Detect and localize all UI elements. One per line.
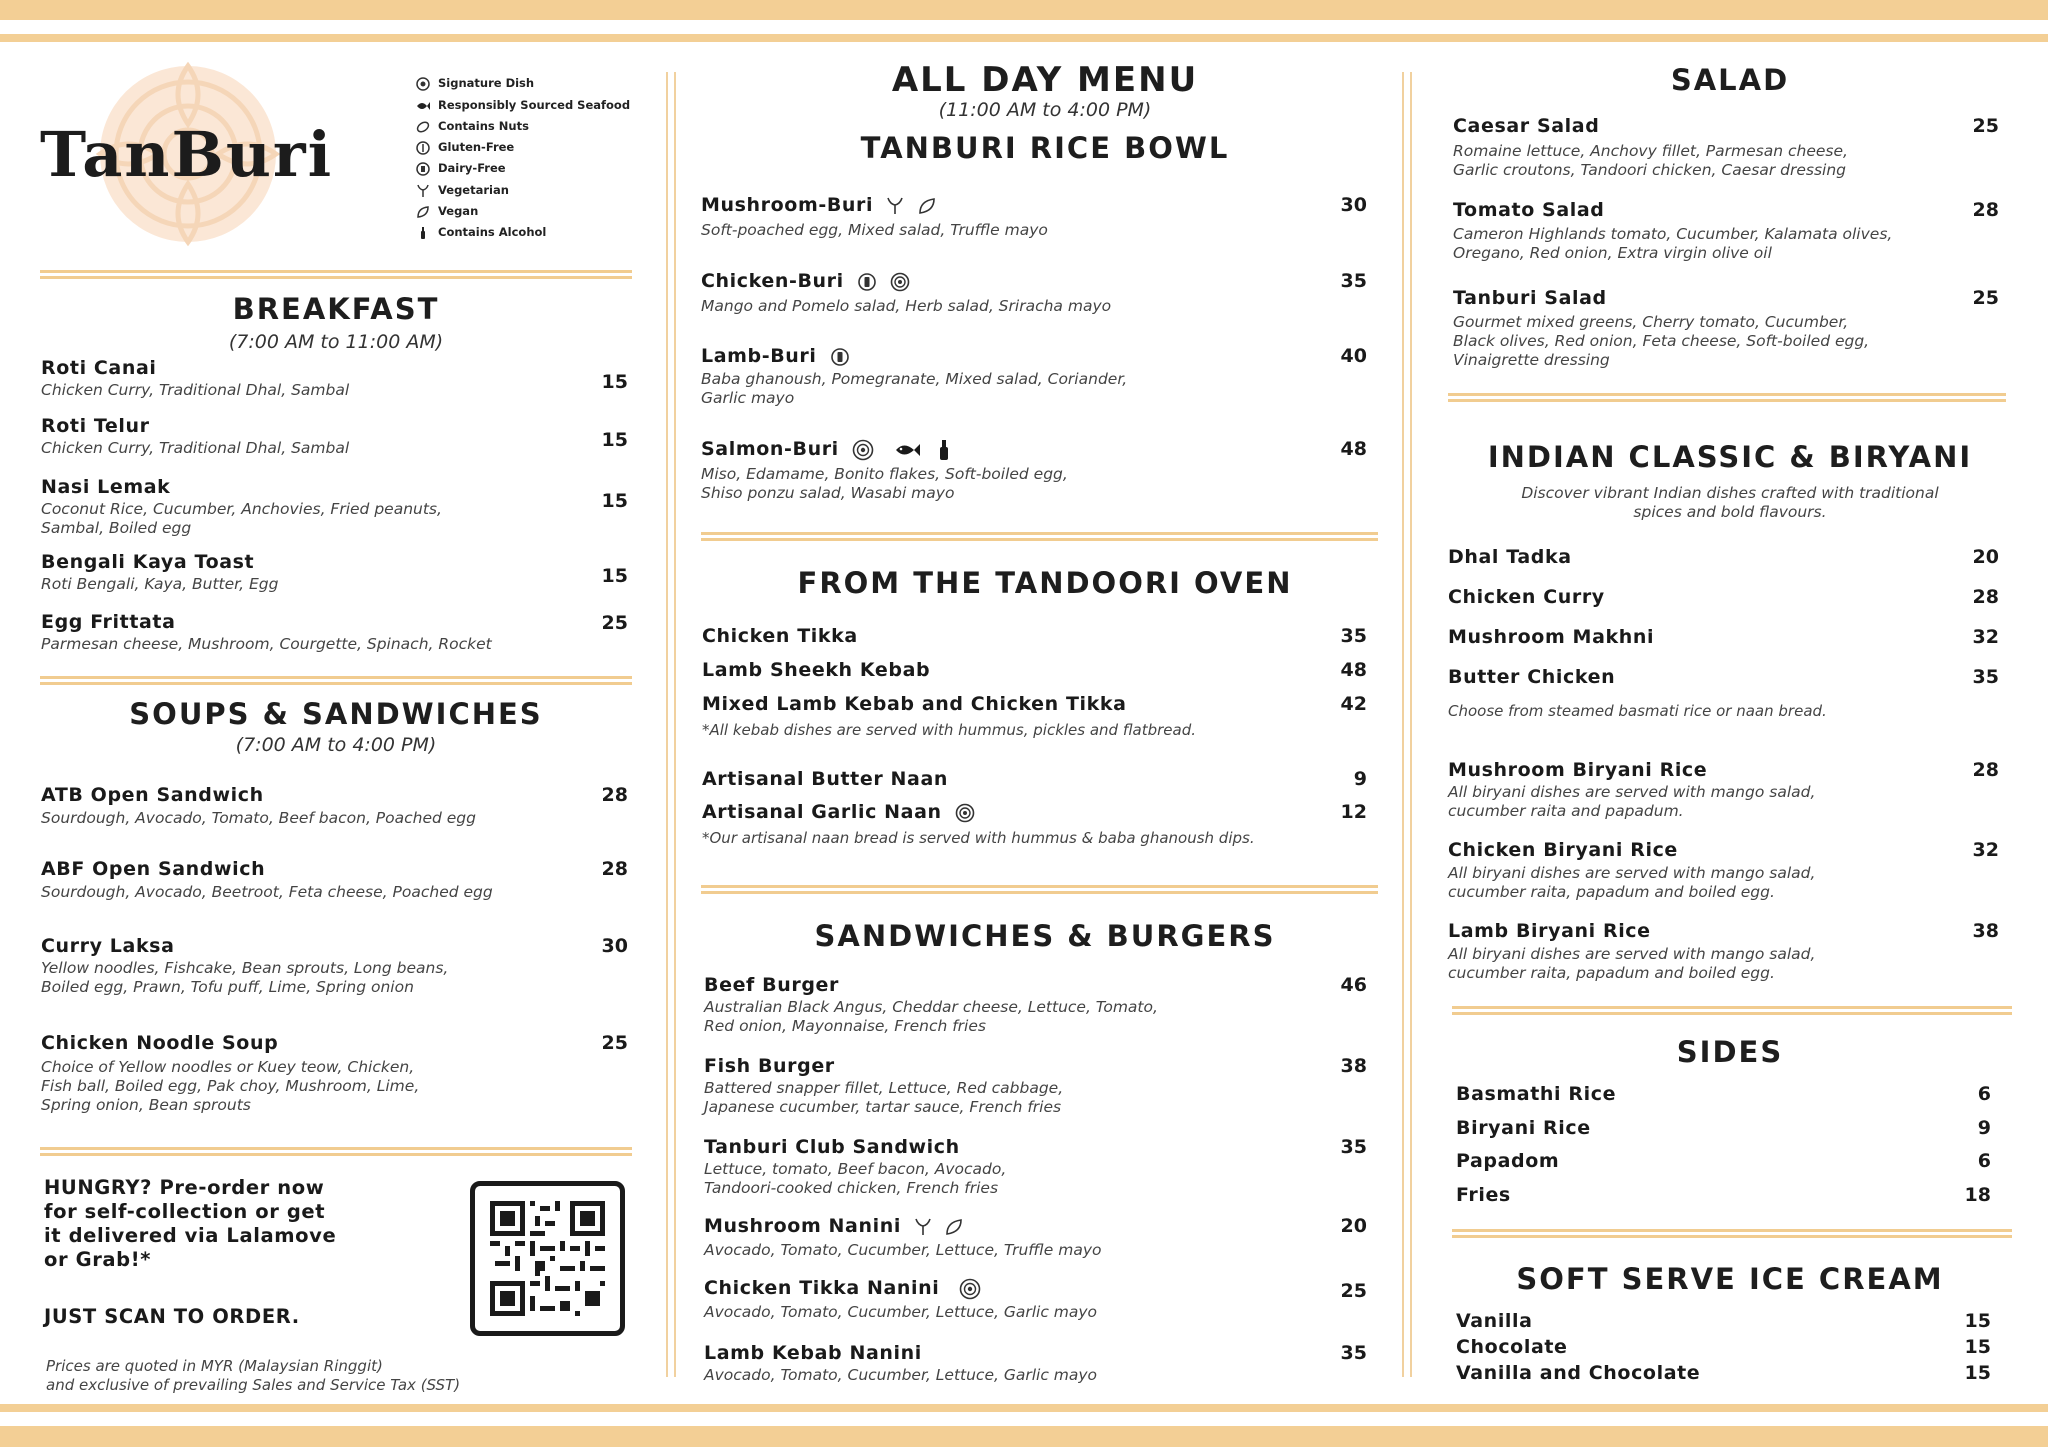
menu-item-price: 25 [601, 612, 628, 634]
vegetarian-icon [416, 184, 430, 198]
menu-item-name: Chicken Biryani Rice [1448, 839, 1678, 861]
menu-item-desc: Roti Bengali, Kaya, Butter, Egg [41, 575, 279, 593]
menu-item-price: 15 [601, 429, 628, 451]
menu-item-price: 30 [1340, 194, 1367, 216]
menu-item-name: Roti Telur [41, 415, 150, 437]
menu-item-desc: cucumber raita and papadum. [1448, 802, 1684, 820]
brand-name: TanBuri [40, 118, 334, 191]
fish-icon [895, 441, 921, 459]
menu-item-label: Salmon-Buri [701, 438, 839, 460]
section-title: SIDES [1676, 1035, 1784, 1069]
menu-item-desc: Soft-poached egg, Mixed salad, Truffle mayo [701, 221, 1048, 239]
menu-item-name: Lamb Kebab Nanini [704, 1342, 922, 1364]
menu-item-desc: All biryani dishes are served with mango salad, [1448, 864, 1816, 882]
menu-item-price: 25 [1972, 287, 1999, 309]
legend-row [416, 98, 630, 113]
column-divider [1402, 72, 1404, 1377]
vegan-icon [945, 1218, 963, 1236]
menu-item-price: 6 [1977, 1150, 1991, 1172]
section-title: TANBURI RICE BOWL [860, 131, 1230, 165]
menu-item-desc: Lettuce, tomato, Beef bacon, Avocado, [704, 1160, 1007, 1178]
menu-item-desc: cucumber raita, papadum and boiled egg. [1448, 964, 1775, 982]
menu-item-desc: Boiled egg, Prawn, Tofu puff, Lime, Spring onion [41, 978, 414, 996]
section-title: SOUPS & SANDWICHES [129, 697, 543, 731]
promo-cta: JUST SCAN TO ORDER. [44, 1305, 300, 1328]
gluten-free-icon [416, 141, 430, 155]
column-divider [666, 72, 668, 1377]
menu-item-desc: Avocado, Tomato, Cucumber, Lettuce, Garlic mayo [704, 1303, 1098, 1321]
legend-row [416, 204, 478, 219]
menu-item-desc: Baba ghanoush, Pomegranate, Mixed salad, Coriander, [701, 370, 1128, 388]
menu-item-name: Biryani Rice [1456, 1117, 1591, 1139]
signature-dish-icon [959, 1278, 981, 1300]
menu-item-price: 15 [1964, 1310, 1991, 1332]
menu-item-name: Basmathi Rice [1456, 1083, 1617, 1105]
menu-item-price: 38 [1972, 920, 1999, 942]
menu-item-desc: Coconut Rice, Cucumber, Anchovies, Fried peanuts, [41, 500, 442, 518]
signature-dish-icon [955, 803, 975, 823]
menu-item-desc: Avocado, Tomato, Cucumber, Lettuce, Truffle mayo [704, 1241, 1102, 1259]
bottom-border-stripe [0, 1426, 2048, 1447]
menu-item-desc: Spring onion, Bean sprouts [41, 1096, 251, 1114]
menu-item-name [702, 801, 975, 823]
menu-item-price: 28 [601, 858, 628, 880]
legend-row [416, 225, 546, 240]
menu-item-name: ABF Open Sandwich [41, 858, 266, 880]
rice-note: Choose from steamed basmati rice or naan bread. [1448, 702, 1827, 720]
menu-item-label: Lamb-Buri [701, 345, 817, 367]
menu-item-price: 18 [1964, 1184, 1991, 1206]
legend-label: Vegan [438, 204, 479, 218]
menu-item-name: Bengali Kaya Toast [41, 551, 255, 573]
menu-hours: (11:00 AM to 4:00 PM) [938, 99, 1152, 121]
menu-item-desc: Parmesan cheese, Mushroom, Courgette, Spinach, Rocket [41, 635, 492, 653]
signature-dish-icon [852, 439, 874, 461]
menu-item-name: Mixed Lamb Kebab and Chicken Tikka [702, 693, 1127, 715]
section-divider [40, 1147, 632, 1156]
menu-item-name: Tanburi Salad [1453, 287, 1607, 309]
legend-row [416, 119, 529, 134]
menu-item-name: Butter Chicken [1448, 666, 1616, 688]
menu-item-name: Caesar Salad [1453, 115, 1600, 137]
section-title: SANDWICHES & BURGERS [814, 919, 1276, 953]
promo-line: HUNGRY? Pre-order now [44, 1176, 325, 1199]
menu-item-desc: Black olives, Red onion, Feta cheese, Soft-boiled egg, [1453, 332, 1870, 350]
menu-item-name: Chicken Noodle Soup [41, 1032, 279, 1054]
menu-item-label: Mushroom-Buri [701, 194, 874, 216]
menu-item-price: 15 [1964, 1362, 1991, 1384]
nut-icon [416, 120, 430, 134]
menu-item-price: 9 [1977, 1117, 1991, 1139]
menu-item-price: 38 [1340, 1055, 1367, 1077]
menu-item-desc: Romaine lettuce, Anchovy fillet, Parmesan cheese, [1453, 142, 1848, 160]
menu-item-desc: Garlic croutons, Tandoori chicken, Caesar dressing [1453, 161, 1846, 179]
menu-item-name: Mushroom Biryani Rice [1448, 759, 1708, 781]
menu-item-name: Roti Canai [41, 357, 157, 379]
promo-line: it delivered via Lalamove [44, 1224, 337, 1247]
menu-item-price: 48 [1340, 659, 1367, 681]
top-border-stripe [0, 0, 2048, 20]
section-divider [40, 270, 632, 279]
menu-item-price: 46 [1340, 974, 1367, 996]
vegetarian-icon [886, 197, 904, 215]
menu-item-name: Vanilla [1456, 1310, 1533, 1332]
legend-label: Dairy-Free [438, 161, 506, 175]
qr-code[interactable] [470, 1181, 625, 1336]
signature-dish-icon [416, 77, 430, 91]
menu-item-desc: Yellow noodles, Fishcake, Bean sprouts, Long beans, [41, 959, 449, 977]
menu-item-price: 32 [1972, 839, 1999, 861]
menu-item-desc: Chicken Curry, Traditional Dhal, Sambal [41, 439, 350, 457]
section-intro: spices and bold flavours. [1633, 503, 1827, 521]
menu-item-price: 15 [601, 490, 628, 512]
menu-item-desc: Oregano, Red onion, Extra virgin olive oil [1453, 244, 1772, 262]
menu-item-name: Nasi Lemak [41, 476, 171, 498]
menu-item-name: Papadom [1456, 1150, 1560, 1172]
menu-item-price: 35 [1340, 1136, 1367, 1158]
menu-item-name: Egg Frittata [41, 611, 176, 633]
menu-item-name: Artisanal Butter Naan [702, 768, 948, 790]
menu-item-desc: cucumber raita, papadum and boiled egg. [1448, 883, 1775, 901]
section-divider [1452, 1229, 2012, 1238]
menu-item-price: 25 [601, 1032, 628, 1054]
legend-label: Contains Nuts [438, 119, 529, 133]
menu-item-desc: Vinaigrette dressing [1453, 351, 1610, 369]
menu-item-desc: Sourdough, Avocado, Tomato, Beef bacon, Poached egg [41, 809, 476, 827]
menu-item-desc: Sourdough, Avocado, Beetroot, Feta cheese, Poached egg [41, 883, 493, 901]
menu-item-desc: All biryani dishes are served with mango salad, [1448, 945, 1816, 963]
legend-row [416, 183, 509, 198]
menu-item-price: 28 [601, 784, 628, 806]
legend-label: Vegetarian [438, 183, 509, 197]
menu-item-desc: Chicken Curry, Traditional Dhal, Sambal [41, 381, 350, 399]
bottom-border-stripe-thin [0, 1404, 2048, 1412]
qr-code-pattern [475, 1186, 620, 1331]
menu-item-name: Vanilla and Chocolate [1456, 1362, 1701, 1384]
section-title: BREAKFAST [232, 292, 440, 326]
menu-item-name [704, 1277, 981, 1300]
menu-item-price: 48 [1340, 438, 1367, 460]
menu-item-name [701, 270, 910, 292]
menu-item-label: Mushroom Nanini [704, 1215, 901, 1237]
brand-logo [36, 56, 336, 251]
section-title: FROM THE TANDOORI OVEN [797, 566, 1293, 600]
dairy-free-icon [857, 272, 877, 292]
menu-item-label: Artisanal Garlic Naan [702, 801, 942, 823]
vegan-icon [416, 205, 430, 219]
section-title: SOFT SERVE ICE CREAM [1516, 1262, 1944, 1296]
menu-item-price: 40 [1340, 345, 1367, 367]
menu-item-name: Chocolate [1456, 1336, 1568, 1358]
menu-item-name: Fries [1456, 1184, 1511, 1206]
column-divider [674, 72, 676, 1377]
menu-item-name [704, 1215, 963, 1237]
legend-label: Signature Dish [438, 76, 535, 90]
menu-item-price: 9 [1353, 768, 1367, 790]
menu-item-price: 25 [1972, 115, 1999, 137]
menu-item-desc: Gourmet mixed greens, Cherry tomato, Cucumber, [1453, 313, 1849, 331]
section-divider [1452, 1006, 2012, 1015]
menu-item-name [701, 345, 850, 367]
menu-item-name: Lamb Biryani Rice [1448, 920, 1651, 942]
menu-item-price: 35 [1340, 270, 1367, 292]
menu-item-name: Tanburi Club Sandwich [704, 1136, 960, 1158]
menu-item-price: 42 [1340, 693, 1367, 715]
fish-icon [416, 99, 430, 113]
menu-title: ALL DAY MENU [891, 60, 1199, 100]
section-hours: (7:00 AM to 11:00 AM) [228, 331, 444, 353]
vegetarian-icon [914, 1218, 932, 1236]
menu-item-name: Fish Burger [704, 1055, 835, 1077]
section-intro: Discover vibrant Indian dishes crafted with traditional [1521, 484, 1939, 502]
section-divider [701, 532, 1378, 541]
menu-item-name: Chicken Tikka [702, 625, 858, 647]
menu-item-price: 15 [601, 371, 628, 393]
menu-item-desc: Japanese cucumber, tartar sauce, French fries [704, 1098, 1062, 1116]
menu-item-price: 20 [1972, 546, 1999, 568]
menu-item-desc: Fish ball, Boiled egg, Pak choy, Mushroom, Lime, [41, 1077, 420, 1095]
menu-item-price: 12 [1340, 801, 1367, 823]
menu-item-name [701, 438, 950, 461]
signature-dish-icon [890, 272, 910, 292]
vegan-icon [918, 197, 936, 215]
dietary-legend [416, 76, 656, 251]
menu-item-desc: Cameron Highlands tomato, Cucumber, Kalamata olives, [1453, 225, 1893, 243]
menu-item-price: 35 [1972, 666, 1999, 688]
legend-label: Contains Alcohol [438, 225, 547, 239]
legend-row [416, 161, 506, 176]
section-divider [1448, 393, 2006, 402]
menu-item-price: 20 [1340, 1215, 1367, 1237]
legend-label: Responsibly Sourced Seafood [438, 98, 631, 112]
legend-label: Gluten-Free [438, 140, 515, 154]
section-hours: (7:00 AM to 4:00 PM) [235, 734, 437, 756]
dairy-free-icon [416, 162, 430, 176]
menu-item-name: ATB Open Sandwich [41, 784, 264, 806]
menu-item-desc: Tandoori-cooked chicken, French fries [704, 1179, 999, 1197]
column-divider [1410, 72, 1412, 1377]
menu-item-price: 28 [1972, 759, 1999, 781]
bottle-icon [416, 226, 430, 240]
menu-item-price: 6 [1977, 1083, 1991, 1105]
top-border-stripe-thin [0, 34, 2048, 42]
menu-item-desc: Miso, Edamame, Bonito flakes, Soft-boiled egg, [701, 465, 1068, 483]
menu-item-desc: Red onion, Mayonnaise, French fries [704, 1017, 986, 1035]
menu-item-name [701, 194, 936, 216]
menu-item-label: Chicken Tikka Nanini [704, 1277, 940, 1299]
menu-item-name: Chicken Curry [1448, 586, 1605, 608]
menu-item-desc: Shiso ponzu salad, Wasabi mayo [701, 484, 955, 502]
bottle-icon [938, 439, 950, 461]
legend-row [416, 140, 514, 155]
menu-item-name: Dhal Tadka [1448, 546, 1572, 568]
section-title: INDIAN CLASSIC & BIRYANI [1487, 440, 1973, 474]
section-divider [701, 885, 1378, 894]
menu-item-price: 35 [1340, 625, 1367, 647]
menu-item-name: Lamb Sheekh Kebab [702, 659, 931, 681]
naan-note: *Our artisanal naan bread is served with hummus & baba ghanoush dips. [702, 829, 1255, 847]
kebab-note: *All kebab dishes are served with hummus, pickles and flatbread. [702, 721, 1197, 739]
menu-item-desc: Sambal, Boiled egg [41, 519, 192, 537]
menu-item-price: 35 [1340, 1342, 1367, 1364]
prices-note: and exclusive of prevailing Sales and Service Tax (SST) [46, 1376, 461, 1394]
menu-item-price: 32 [1972, 626, 1999, 648]
menu-item-price: 28 [1972, 199, 1999, 221]
section-title: SALAD [1670, 63, 1790, 97]
menu-item-name: Tomato Salad [1453, 199, 1605, 221]
menu-item-desc: Australian Black Angus, Cheddar cheese, Lettuce, Tomato, [704, 998, 1158, 1016]
menu-item-price: 15 [1964, 1336, 1991, 1358]
menu-item-price: 30 [601, 935, 628, 957]
menu-item-price: 25 [1340, 1280, 1367, 1302]
prices-note: Prices are quoted in MYR (Malaysian Ringgit) [46, 1357, 383, 1375]
dairy-free-icon [830, 347, 850, 367]
menu-item-desc: Garlic mayo [701, 389, 795, 407]
menu-item-desc: Battered snapper fillet, Lettuce, Red cabbage, [704, 1079, 1064, 1097]
menu-item-label: Chicken-Buri [701, 270, 844, 292]
promo-line: for self-collection or get [44, 1200, 326, 1223]
menu-item-desc: Choice of Yellow noodles or Kuey teow, Chicken, [41, 1058, 415, 1076]
legend-row [416, 76, 534, 91]
menu-item-price: 28 [1972, 586, 1999, 608]
menu-item-desc: Avocado, Tomato, Cucumber, Lettuce, Garlic mayo [704, 1366, 1098, 1384]
menu-item-name: Beef Burger [704, 974, 839, 996]
menu-item-price: 15 [601, 565, 628, 587]
section-divider [40, 676, 632, 685]
menu-item-name: Mushroom Makhni [1448, 626, 1655, 648]
menu-item-desc: Mango and Pomelo salad, Herb salad, Sriracha mayo [701, 297, 1112, 315]
menu-item-desc: All biryani dishes are served with mango salad, [1448, 783, 1816, 801]
promo-line: or Grab!* [44, 1248, 152, 1271]
menu-item-name: Curry Laksa [41, 935, 175, 957]
